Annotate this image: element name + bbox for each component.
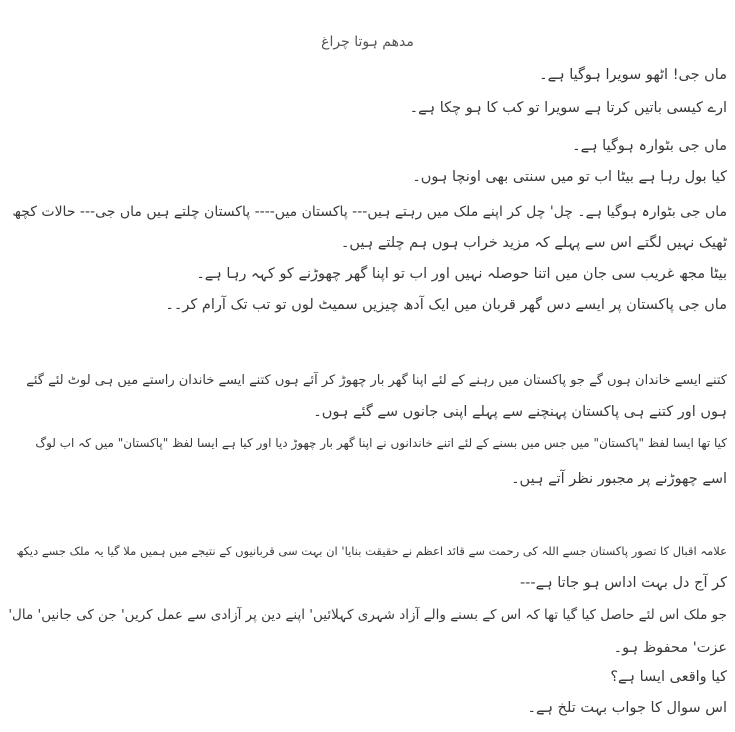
- text-line: کیا واقعی ایسا ہے؟: [610, 669, 727, 685]
- text-line: علامہ اقبال کا تصور پاکستان جسے اللہ کی رحمت سے قائد اعظم نے حقیقت بنایا' ان بہت سی قربانیوں کے نتیجے میں ہمیں ملا گیا یہ ملک جسے دیکھ: [16, 544, 727, 558]
- text-line: ٹھیک نہیں لگتے اس سے پہلے کہ مزید خراب ہوں ہم چلتے ہیں۔: [340, 235, 727, 251]
- text-line: عزت' محفوظ ہو۔: [613, 640, 727, 656]
- text-line: کیا بول رہا ہے بیٹا اب تو میں سنتی بھی اونچا ہوں۔: [412, 169, 727, 185]
- text-line: ہوں اور کتنے ہی پاکستان پہنچنے سے پہلے اپنی جانوں سے گئے ہوں۔: [313, 404, 727, 420]
- text-line: اس سوال کا جواب بہت تلخ ہے۔: [527, 700, 727, 716]
- text-line: کیا تھا ایسا لفظ "پاکستان" میں جس میں بسنے کے لئے اتنے خاندانوں نے اپنا گھر بار چھوڑ دیا اور کیا ہے ایسا لفظ "پاکستان" میں کہ اب لوگ: [35, 436, 727, 450]
- text-line: ماں جی پاکستان پر ایسے دس گھر قربان میں ایک آدھ چیزیں سمیٹ لوں تو تب تک آرام کر۔۔: [165, 297, 727, 313]
- text-line: ماں جی بٹوارہ ہوگیا ہے۔ چل' چل کر اپنے ملک میں رہتے ہیں--- پاکستان میں---- پاکستان چلتے ہیں ماں جی--- حالات کچھ: [12, 204, 727, 220]
- text-line: ارے کیسی باتیں کرتا ہے سویرا تو کب کا ہو چکا ہے۔: [409, 100, 727, 116]
- text-line: کر آج دل بہت اداس ہو جاتا ہے---: [519, 575, 727, 591]
- text-line: جو ملک اس لئے حاصل کیا گیا تھا کہ اس کے بسنے والے آزاد شہری کہلائیں' اپنے دین پر آزادی سے عمل کریں' جن کی جانیں' مال': [8, 607, 727, 623]
- text-line: اسے چھوڑنے پر مجبور نظر آتے ہیں۔: [511, 471, 727, 487]
- text-line: کتنے ایسے خاندان ہوں گے جو پاکستان میں رہنے کے لئے اپنا گھر بار چھوڑ کر آئے ہوں کتنے ایسے خاندان راستے میں ہی لوٹ لئے گئے: [26, 373, 727, 388]
- text-line: ماں جی بٹوارہ ہوگیا ہے۔: [572, 138, 727, 154]
- text-line: بیٹا مجھ غریب سی جان میں اتنا حوصلہ نہیں اور اب تو اپنا گھر چھوڑنے کو کہہ رہا ہے۔: [196, 266, 727, 282]
- document-title: مدھم ہوتا چراغ: [321, 34, 414, 50]
- text-line: ماں جی! اٹھو سویرا ہوگیا ہے۔: [539, 67, 727, 83]
